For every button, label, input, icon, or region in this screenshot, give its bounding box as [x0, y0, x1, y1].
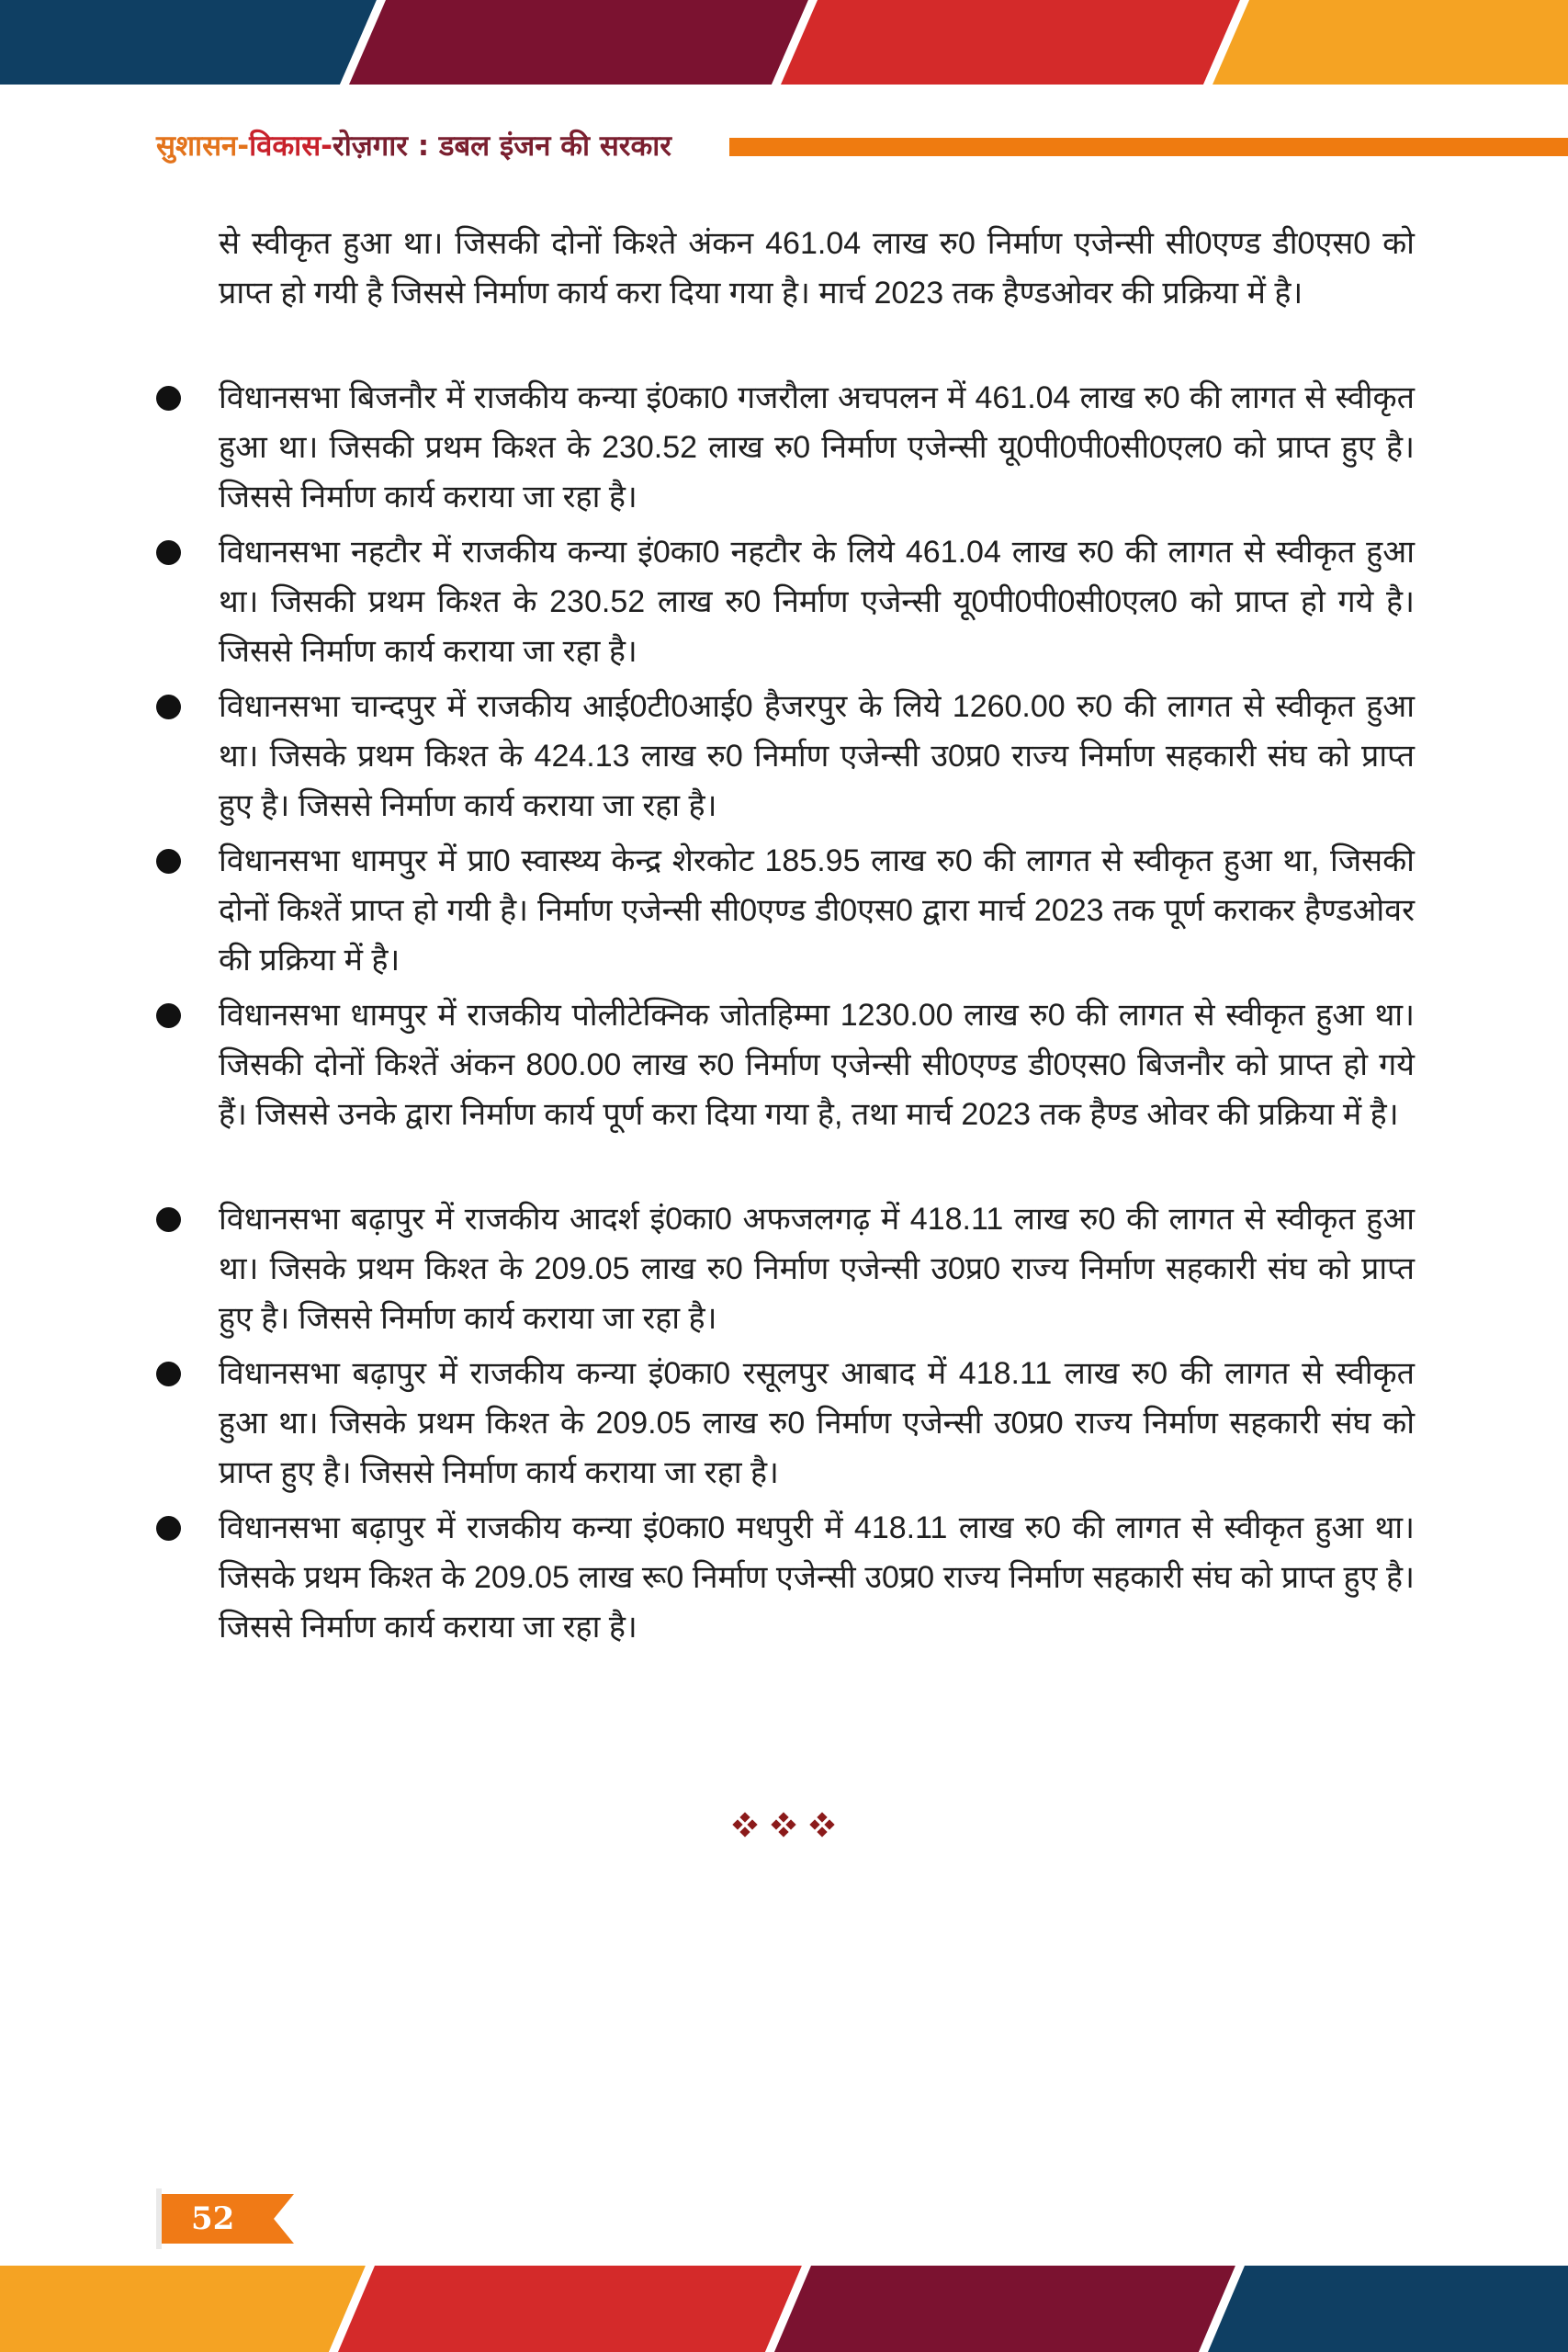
header-title — [156, 123, 671, 169]
bullet-icon — [156, 386, 181, 411]
list-item-text: विधानसभा बढ़ापुर में राजकीय कन्या इं0का0 मधपुरी में 418.11 लाख रु0 की लागत से स्वीकृत हुआ था। जिसके प्रथम किश्त के 209.05 लाख रू0 निर्माण एजेन्सी उ0प्र0 राज्य निर्माण सहकारी संघ को प्राप्त हुए है। जिससे निर्माण कार्य कराया जा रहा है। — [219, 1510, 1415, 1645]
running-header — [156, 123, 1415, 169]
list-item-text: विधानसभा नहटौर में राजकीय कन्या इं0का0 नहटौर के लिये 461.04 लाख रु0 की लागत से स्वीकृत हुआ था। जिसकी प्रथम किश्त के 230.52 लाख रु0 निर्माण एजेन्सी यू0पी0पी0सी0एल0 को प्राप्त हो गये है। जिससे निर्माण कार्य कराया जा रहा है। — [219, 535, 1415, 669]
intro-paragraph: से स्वीकृत हुआ था। जिसकी दोनों किश्ते अंकन 461.04 लाख रु0 निर्माण एजेन्सी सी0एण्ड डी0एस0 को प्राप्त हो गयी है जिससे निर्माण कार्य करा दिया गया है। मार्च 2023 तक हैण्डओवर की प्रक्रिया में है। — [219, 226, 1415, 311]
list-item-text: विधानसभा बिजनौर में राजकीय कन्या इं0का0 गजरौला अचपलन में 461.04 लाख रु0 की लागत से स्वीकृत हुआ था। जिसकी प्रथम किश्त के 230.52 लाख रु0 निर्माण एजेन्सी यू0पी0पी0सी0एल0 को प्राप्त हुए है। जिससे निर्माण कार्य कराया जा रहा है। — [219, 380, 1415, 514]
header-rule — [729, 138, 1568, 156]
list-item-text: विधानसभा चान्दपुर में राजकीय आई0टी0आई0 हैजरपुर के लिये 1260.00 रु0 की लागत से स्वीकृत हुआ था। जिसके प्रथम किश्त के 424.13 लाख रु0 निर्माण एजेन्सी उ0प्र0 राज्य निर्माण सहकारी संघ को प्राप्त हुए है। जिससे निर्माण कार्य कराया जा रहा है। — [219, 689, 1415, 823]
list-item-text: विधानसभा धामपुर में प्रा0 स्वास्थ्य केन्द्र शेरकोट 185.95 लाख रु0 की लागत से स्वीकृत हुआ था, जिसकी दोनों किश्तें प्राप्त हो गयी है। निर्माण एजेन्सी सी0एण्ड डी0एस0 द्वारा मार्च 2023 तक पूर्ण कराकर हैण्डओवर की प्रक्रिया में है। — [219, 843, 1415, 978]
ornament-diamonds-icon — [726, 1806, 841, 1843]
bullet-icon — [156, 1516, 181, 1541]
bullet-icon — [156, 1362, 181, 1386]
top-color-band — [0, 0, 1568, 85]
bullet-icon — [156, 540, 181, 565]
page-number: 52 — [191, 2200, 235, 2237]
list-item-text: विधानसभा बढ़ापुर में राजकीय आदर्श इं0का0 अफजलगढ़ में 418.11 लाख रु0 की लागत से स्वीकृत हुआ था। जिसके प्रथम किश्त के 209.05 लाख रु0 निर्माण एजेन्सी उ0प्र0 राज्य निर्माण सहकारी संघ को प्राप्त हुए है। जिससे निर्माण कार्य कराया जा रहा है। — [219, 1202, 1415, 1336]
list-item-text: विधानसभा धामपुर में राजकीय पोलीटेक्निक जोतहिम्मा 1230.00 लाख रु0 की लागत से स्वीकृत हुआ था। जिसकी दोनों किश्तें अंकन 800.00 लाख रु0 निर्माण एजेन्सी सी0एण्ड डी0एस0 बिजनौर को प्राप्त हो गये हैं। जिससे उनके द्वारा निर्माण कार्य पूर्ण करा दिया गया है, तथा मार्च 2023 तक हैण्ड ओवर की प्रक्रिया में है। — [219, 998, 1415, 1132]
header-title-part-3: रोज़गार : डबल इंजन की सरकार — [333, 130, 671, 163]
bullet-icon — [156, 1003, 181, 1028]
bottom-color-band — [0, 2266, 1568, 2352]
header-title-part-1: सुशासन- — [156, 130, 250, 163]
bullet-icon — [156, 849, 181, 874]
bullet-icon — [156, 695, 181, 719]
header-title-part-2: विकास- — [249, 130, 333, 163]
bullet-icon — [156, 1207, 181, 1232]
list-item-text: विधानसभा बढ़ापुर में राजकीय कन्या इं0का0 रसूलपुर आबाद में 418.11 लाख रु0 की लागत से स्वीकृत हुआ था। जिसके प्रथम किश्त के 209.05 लाख रु0 निर्माण एजेन्सी उ0प्र0 राज्य निर्माण सहकारी संघ को प्राप्त हुए है। जिससे निर्माण कार्य कराया जा रहा है। — [219, 1356, 1415, 1490]
